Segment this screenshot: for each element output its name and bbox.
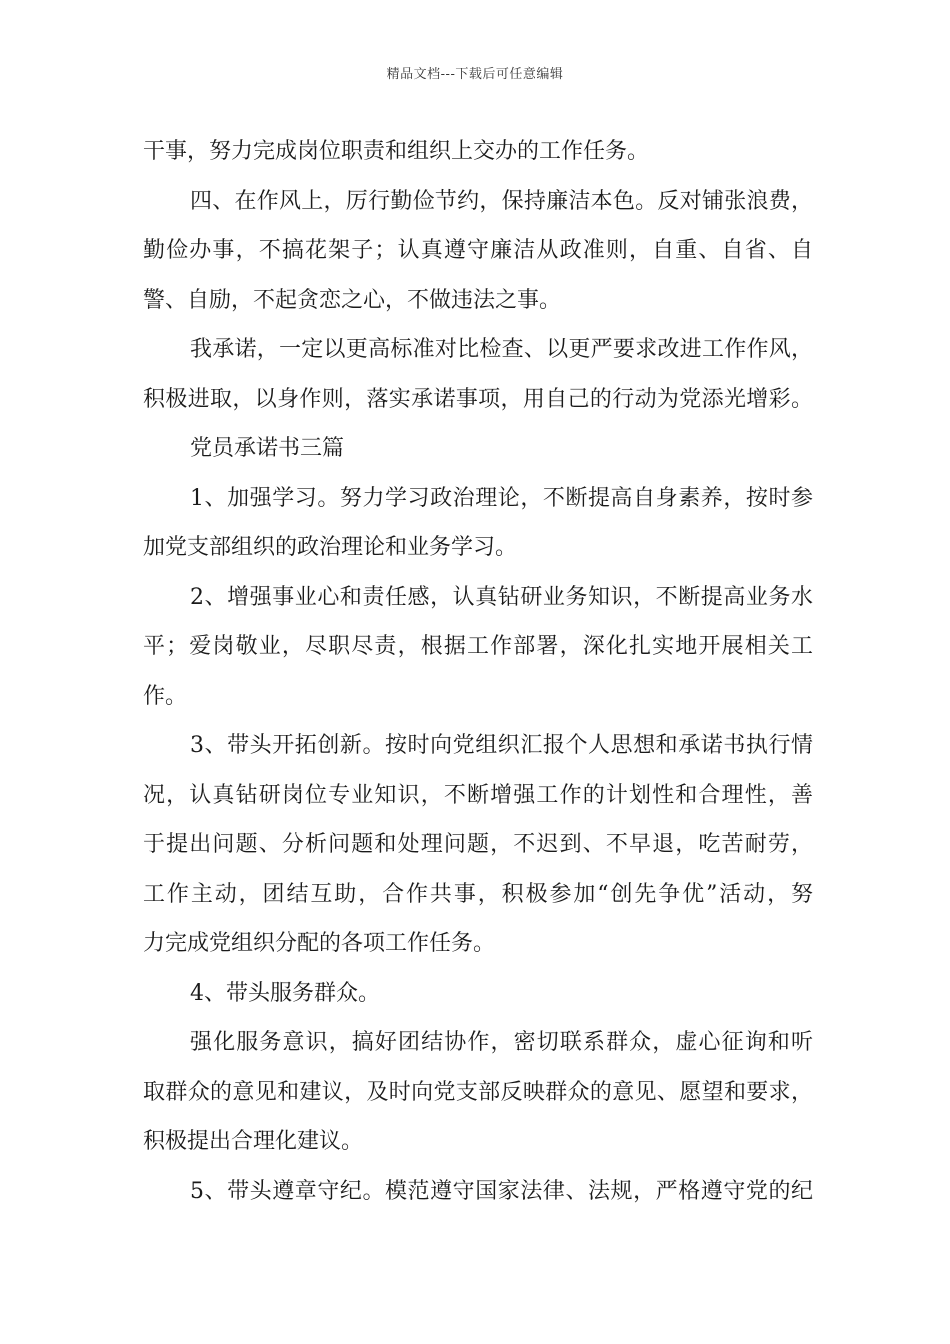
- section-heading: 党员承诺书三篇: [190, 436, 345, 461]
- text-line: 取群众的意见和建议，及时向党支部反映群众的意见、愿望和要求，: [143, 1079, 813, 1105]
- text-line: 3、带头开拓创新。按时向党组织汇报个人思想和承诺书执行情: [190, 733, 813, 758]
- text-line: 作。: [143, 683, 188, 709]
- text-line: 积极提出合理化建议。: [143, 1129, 364, 1154]
- text-line: 勤俭办事，不搞花架子；认真遵守廉洁从政准则，自重、自省、自: [143, 238, 813, 263]
- text-line: 1、加强学习。努力学习政治理论，不断提高自身素养，按时参: [190, 485, 813, 511]
- text-line: 积极进取，以身作则，落实承诺事项，用自己的行动为党添光增彩。: [143, 386, 813, 412]
- text-line: 工作主动，团结互助，合作共事，积极参加“创先争优”活动，努: [143, 881, 813, 907]
- text-line: 警、自励，不起贪恋之心，不做违法之事。: [143, 287, 562, 313]
- text-line: 加党支部组织的政治理论和业务学习。: [143, 535, 518, 560]
- text-line: 况，认真钻研岗位专业知识，不断增强工作的计划性和合理性，善: [143, 782, 813, 808]
- text-line: 力完成党组织分配的各项工作任务。: [143, 931, 496, 956]
- document-body: [143, 127, 813, 1216]
- text-line: 于提出问题、分析问题和处理问题，不迟到、不早退，吃苦耐劳，: [143, 832, 813, 857]
- page-header: 精品文档---下载后可任意编辑: [386, 67, 564, 82]
- text-line: 干事，努力完成岗位职责和组织上交办的工作任务。: [143, 139, 650, 164]
- text-line: 5、带头遵章守纪。模范遵守国家法律、法规，严格遵守党的纪: [190, 1178, 813, 1204]
- text-line: 2、增强事业心和责任感，认真钻研业务知识，不断提高业务水: [190, 584, 813, 610]
- text-line: 4、带头服务群众。: [190, 980, 380, 1006]
- text-line: 平；爱岗敬业，尽职尽责，根据工作部署，深化扎实地开展相关工: [143, 634, 813, 659]
- text-line: 我承诺，一定以更高标准对比检查、以更严要求改进工作作风，: [190, 337, 813, 362]
- text-line: 四、在作风上，厉行勤俭节约，保持廉洁本色。反对铺张浪费，: [190, 188, 813, 214]
- text-line: 强化服务意识，搞好团结协作，密切联系群众，虚心征询和听: [190, 1030, 813, 1055]
